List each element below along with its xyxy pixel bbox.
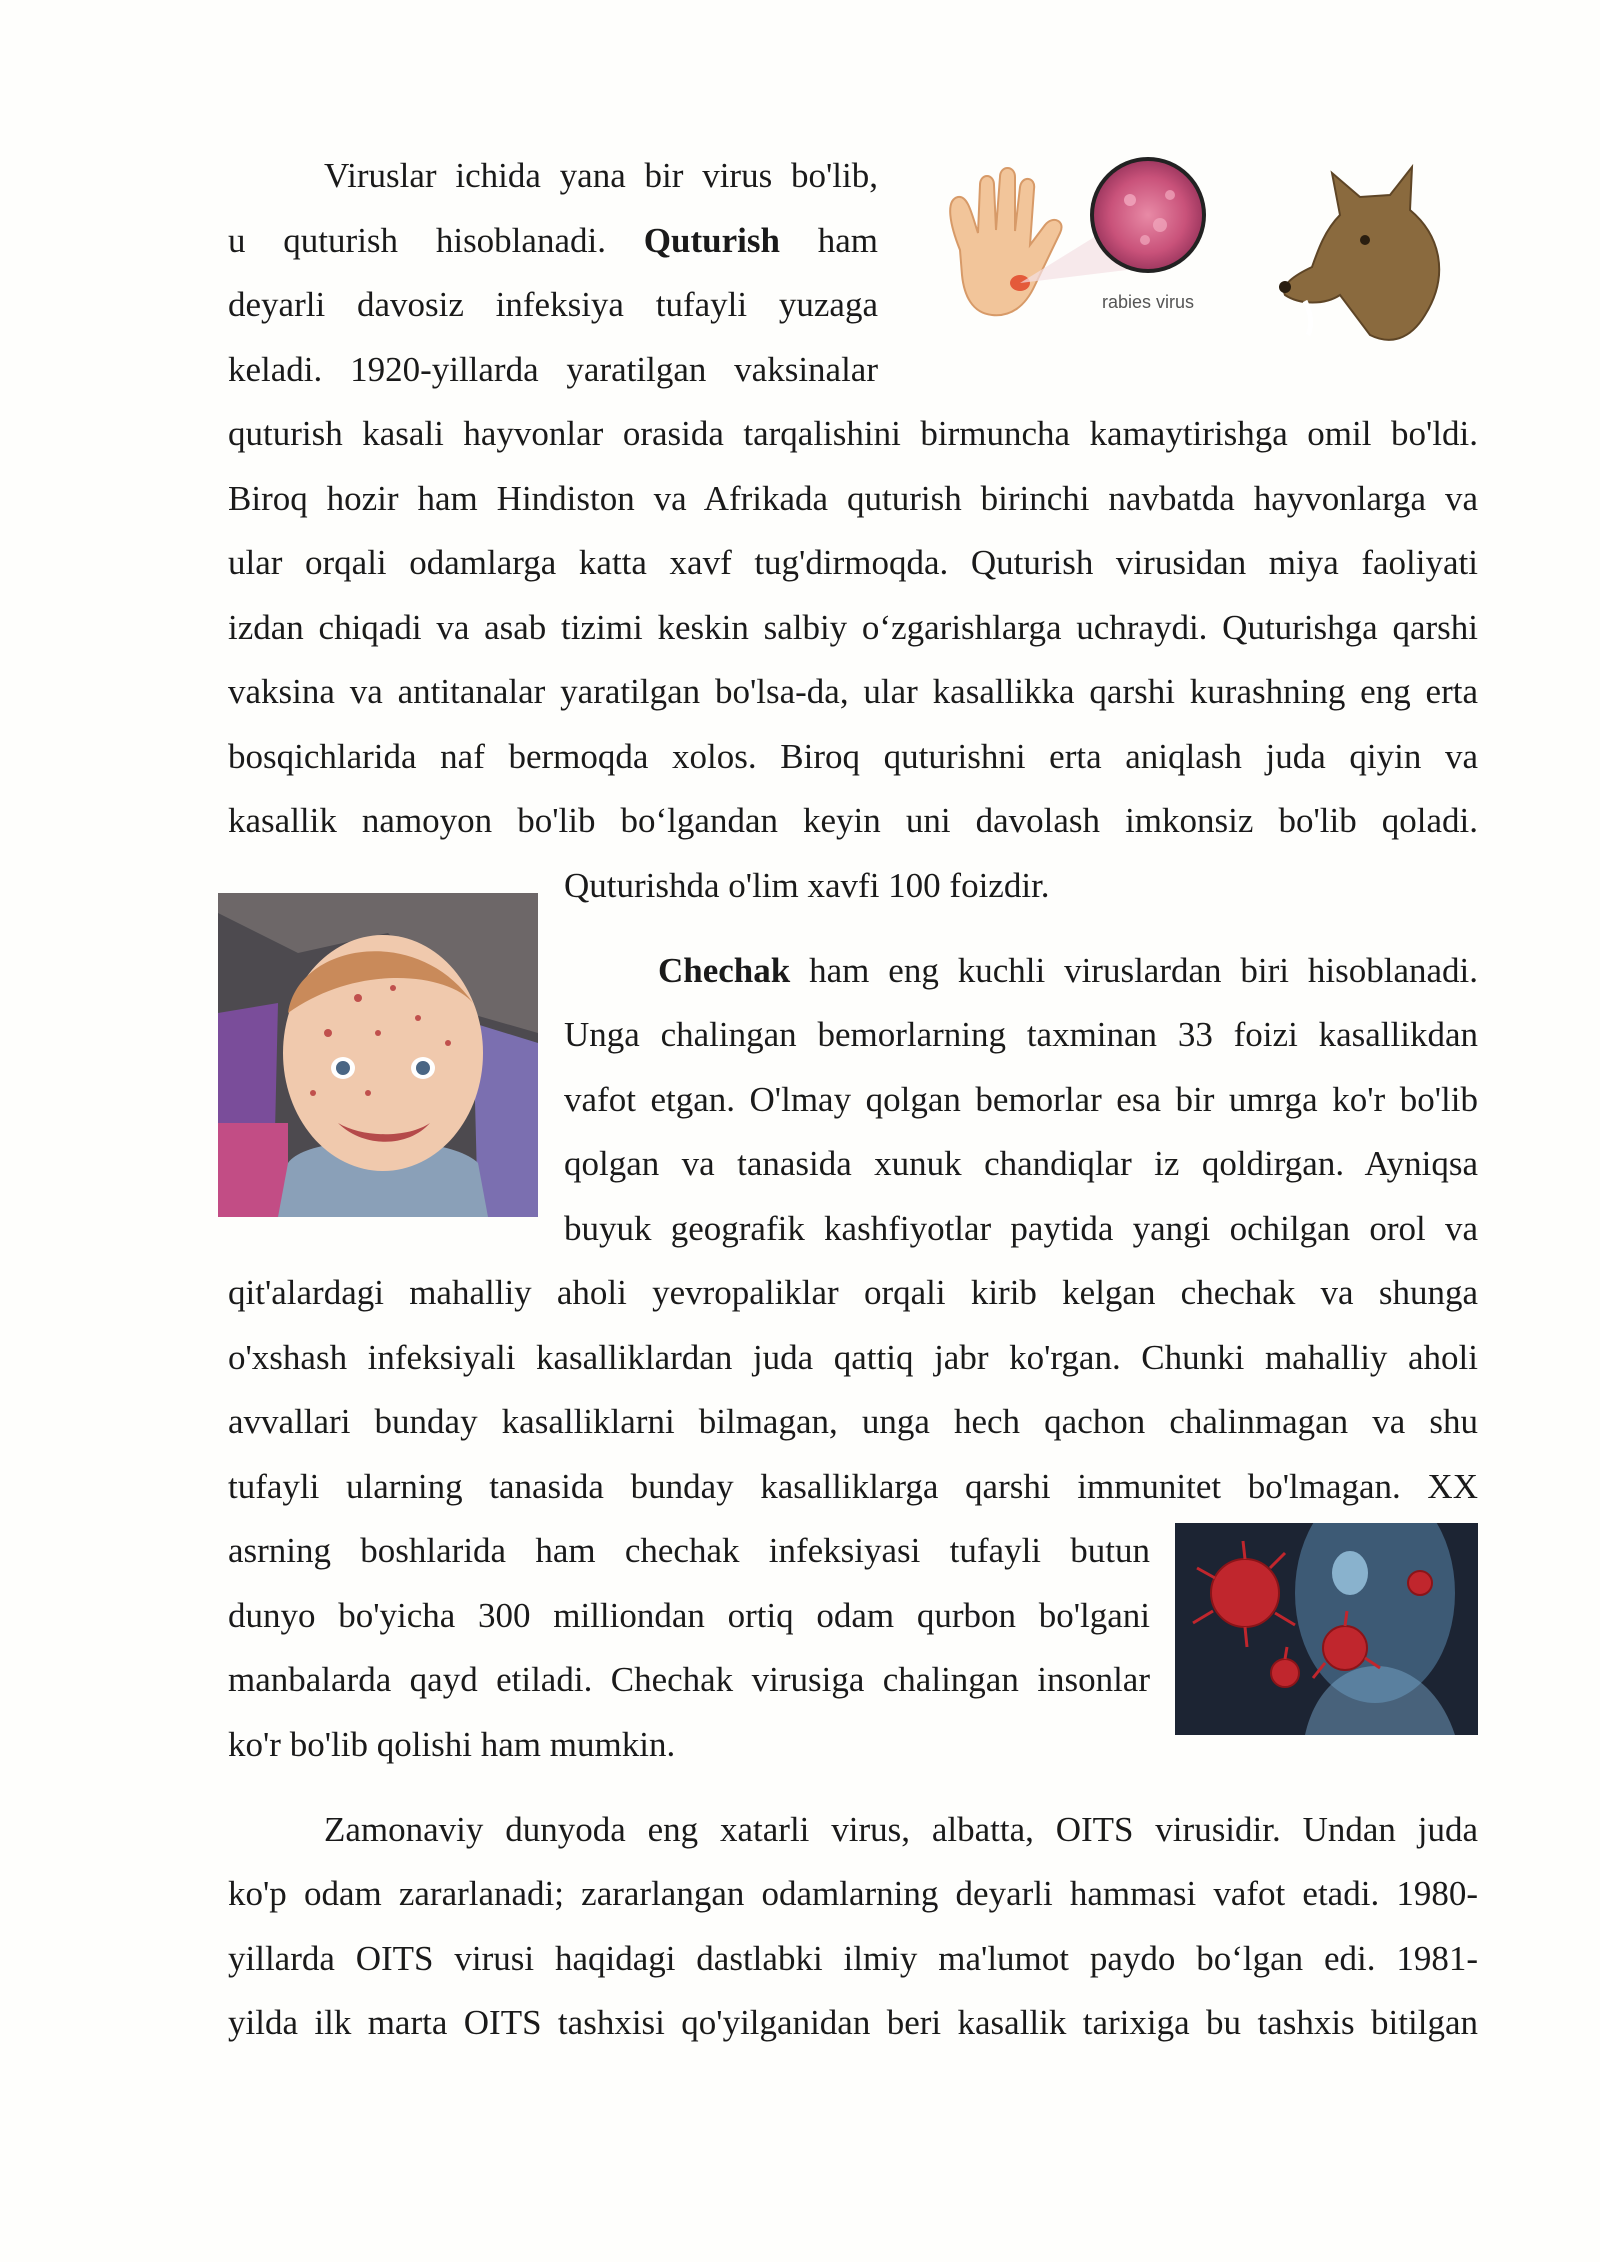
text-line: manbalarda qayd etiladi. Chechak virusiga chalingan insonlar [228, 1660, 1150, 1699]
text-line: ko'p odam zararlanadi; zararlangan odamlarning deyarli hammasi vafot etadi. 1980- [228, 1874, 1478, 1913]
text-line: kasallik namoyon bo'lib bo‘lgandan keyin uni davolash imkonsiz bo'lib qoladi. [228, 801, 1478, 840]
text-line: ular orqali odamlarga katta xavf tug'dirmoqda. Quturish virusidan miya faoliyati [228, 543, 1478, 582]
term-chechak: Chechak [658, 951, 791, 990]
text-line: asrning boshlarida ham chechak infeksiyasi tufayli butun [228, 1531, 1150, 1570]
text-line: yilda ilk marta OITS tashxisi qo'yilganidan beri kasallik tarixiga bu tashxis bitilgan [228, 2003, 1478, 2042]
hand-icon [950, 168, 1061, 315]
text-line: dunyo bo'yicha 300 milliondan ortiq odam qurbon bo'lgani [228, 1596, 1150, 1635]
text-line: keladi. 1920-yillarda yaratilgan vaksinalar [228, 350, 878, 389]
term-quturish: Quturish [643, 221, 780, 260]
text-line: u quturish hisoblanadi. Quturish ham [228, 221, 879, 260]
text-line: vafot etgan. O'lmay qolgan bemorlar esa bir umrga ko'r bo'lib [564, 1080, 1478, 1119]
text-line: Biroq hozir ham Hindiston va Afrikada quturish birinchi navbatda hayvonlarga va [228, 479, 1478, 518]
virus-icon [1090, 157, 1206, 273]
dog-icon [1279, 167, 1439, 340]
text-line: qit'alardagi mahalliy aholi yevropaliklar orqali kirib kelgan chechak va shunga [228, 1273, 1478, 1312]
text-line: Unga chalingan bemorlarning taxminan 33 foizi kasallikdan [564, 1015, 1478, 1054]
baby-photo [218, 893, 538, 1217]
text-line: Viruslar ichida yana bir virus bo'lib, [324, 156, 878, 195]
text-line: tufayli ularning tanasida bunday kasalliklarga qarshi immunitet bo'lmagan. XX [228, 1467, 1478, 1506]
rabies-illustration [920, 155, 1475, 385]
virus-photo [1175, 1523, 1478, 1735]
text-line: Quturishda o'lim xavfi 100 foizdir. [564, 866, 1050, 905]
text-line: ko'r bo'lib qolishi ham mumkin. [228, 1725, 676, 1764]
text-line: yillarda OITS virusi haqidagi dastlabki ilmiy ma'lumot paydo bo‘lgan edi. 1981- [228, 1939, 1478, 1978]
text-line: bosqichlarida naf bermoqda xolos. Biroq quturishni erta aniqlash juda qiyin va [228, 737, 1478, 776]
text-line: deyarli davosiz infeksiya tufayli yuzaga [228, 285, 878, 324]
text-line: buyuk geografik kashfiyotlar paytida yangi ochilgan orol va [564, 1209, 1478, 1248]
text-line: vaksina va antitanalar yaratilgan bo'lsa-da, ular kasallikka qarshi kurashning eng erta [228, 672, 1478, 711]
text-line: izdan chiqadi va asab tizimi keskin salbiy o‘zgarishlarga uchraydi. Quturishga qarshi [228, 608, 1478, 647]
text-line: Chechak ham eng kuchli viruslardan biri hisoblanadi. [658, 951, 1478, 990]
text-line: o'xshash infeksiyali kasalliklardan juda qattiq jabr ko'rgan. Chunki mahalliy aholi [228, 1338, 1478, 1377]
text-line: qolgan va tanasida xunuk chandiqlar iz qoldirgan. Ayniqsa [564, 1144, 1478, 1183]
text-line: Zamonaviy dunyoda eng xatarli virus, albatta, OITS virusidir. Undan juda [324, 1810, 1478, 1849]
text-line: avvallari bunday kasalliklarni bilmagan, unga hech qachon chalinmagan va shu [228, 1402, 1478, 1441]
rabies-caption: rabies virus [1101, 292, 1195, 312]
text-line: quturish kasali hayvonlar orasida tarqalishini birmuncha kamaytirishga omil bo'ldi. [228, 414, 1478, 453]
